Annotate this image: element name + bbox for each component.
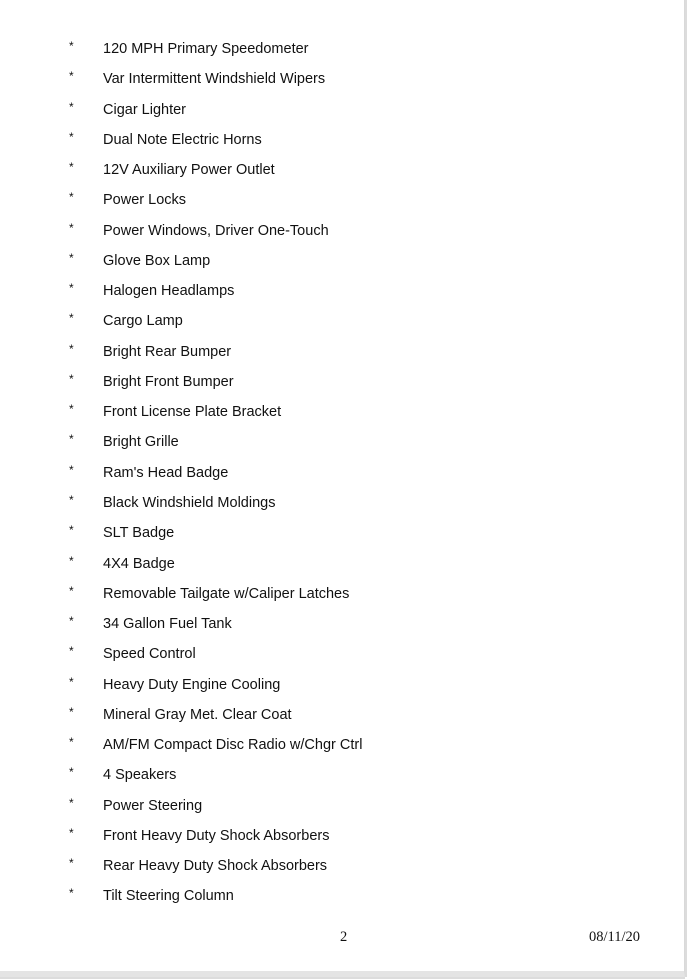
list-item [0, 821, 660, 851]
list-item [0, 306, 660, 336]
list-item [0, 639, 660, 669]
bullet-marker: * [69, 614, 74, 629]
list-item-label: Power Windows, Driver One-Touch [103, 222, 329, 239]
list-item-label: Dual Note Electric Horns [103, 131, 262, 148]
bullet-marker: * [69, 795, 74, 810]
bullet-marker: * [69, 160, 74, 175]
list-item [0, 579, 660, 609]
bullet-marker: * [69, 825, 74, 840]
list-item [0, 700, 660, 730]
list-item-label: Halogen Headlamps [103, 283, 235, 300]
bullet-marker: * [69, 371, 74, 386]
list-item-label: Cigar Lighter [103, 101, 187, 118]
bullet-marker: * [69, 886, 74, 901]
list-item [0, 216, 660, 246]
list-item [0, 670, 660, 700]
list-item [0, 246, 660, 276]
bullet-marker: * [69, 553, 74, 568]
list-item [0, 185, 660, 215]
list-item-label: Removable Tailgate w/Caliper Latches [103, 585, 350, 602]
bullet-marker: * [69, 250, 74, 265]
list-item-label: Power Locks [103, 192, 187, 209]
bullet-marker: * [69, 311, 74, 326]
list-item [0, 276, 660, 306]
bullet-marker: * [69, 99, 74, 114]
bullet-marker: * [69, 281, 74, 296]
bullet-marker: * [69, 523, 74, 538]
list-item [0, 155, 660, 185]
list-item-label: 12V Auxiliary Power Outlet [103, 162, 275, 179]
list-item [0, 458, 660, 488]
bullet-marker: * [69, 856, 74, 871]
list-item-label: Power Steering [103, 797, 203, 814]
list-item-label: Front Heavy Duty Shock Absorbers [103, 827, 330, 844]
list-item [0, 427, 660, 457]
bullet-marker: * [69, 583, 74, 598]
footer-date: 08/11/20 [589, 929, 641, 945]
bullet-marker: * [69, 129, 74, 144]
bullet-marker: * [69, 462, 74, 477]
list-item-label: Bright Grille [103, 434, 179, 451]
bullet-marker: * [69, 220, 74, 235]
list-item [0, 549, 660, 579]
list-item [0, 518, 660, 548]
list-item [0, 95, 660, 125]
list-item-label: Bright Rear Bumper [103, 343, 232, 360]
list-item [0, 760, 660, 790]
list-item [0, 367, 660, 397]
list-item [0, 730, 660, 760]
bullet-marker: * [69, 432, 74, 447]
list-item [0, 791, 660, 821]
list-item-label: 4X4 Badge [103, 555, 175, 572]
list-item-label: 120 MPH Primary Speedometer [103, 41, 309, 57]
bullet-marker: * [69, 341, 74, 356]
page-number: 2 [340, 929, 348, 945]
list-item-label: Var Intermittent Windshield Wipers [103, 71, 326, 88]
list-item-label: Cargo Lamp [103, 313, 183, 330]
bullet-marker: * [69, 735, 74, 750]
list-item-label: Black Windshield Moldings [103, 494, 276, 511]
bullet-marker: * [69, 69, 74, 84]
bullet-marker: * [69, 644, 74, 659]
list-item-label: Glove Box Lamp [103, 252, 211, 269]
bullet-marker: * [69, 674, 74, 689]
list-item [0, 881, 660, 911]
list-item [0, 609, 660, 639]
list-item-label: 4 Speakers [103, 767, 177, 784]
list-item [0, 851, 660, 881]
list-item-label: Tilt Steering Column [103, 888, 234, 905]
list-item-label: AM/FM Compact Disc Radio w/Chgr Ctrl [103, 737, 363, 754]
bullet-marker: * [69, 39, 74, 53]
bullet-marker: * [69, 492, 74, 507]
list-item [0, 397, 660, 427]
list-item-label: Ram's Head Badge [103, 464, 229, 481]
list-item-label: 34 Gallon Fuel Tank [103, 616, 232, 633]
list-item [0, 488, 660, 518]
bullet-marker: * [69, 704, 74, 719]
list-item-label: Rear Heavy Duty Shock Absorbers [103, 858, 328, 875]
list-item-label: Mineral Gray Met. Clear Coat [103, 706, 292, 723]
list-item-label: Front License Plate Bracket [103, 404, 282, 421]
bullet-marker: * [69, 402, 74, 417]
bullet-marker: * [69, 190, 74, 205]
list-item [0, 64, 660, 94]
list-item-label: SLT Badge [103, 525, 175, 542]
list-item [0, 337, 660, 367]
feature-list [0, 34, 660, 912]
list-item [0, 34, 660, 64]
list-item [0, 125, 660, 155]
bullet-marker: * [69, 765, 74, 780]
list-item-label: Heavy Duty Engine Cooling [103, 676, 281, 693]
list-item-label: Speed Control [103, 646, 196, 663]
list-item-label: Bright Front Bumper [103, 373, 234, 390]
